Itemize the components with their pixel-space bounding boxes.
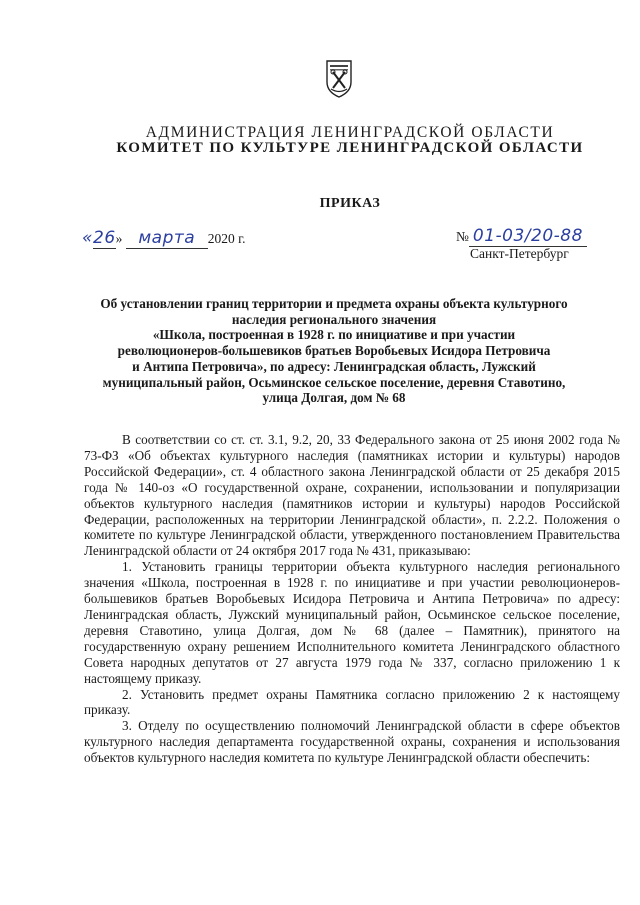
item-2-paragraph: 2. Установить предмет охраны Памятника согласно приложению 2 к настоящему приказу. (84, 686, 620, 718)
number-value: 01-03/20-88 (469, 226, 587, 247)
document-type: ПРИКАЗ (319, 196, 381, 211)
item-3-paragraph: 3. Отделу по осуществлению полномочий Ленинградской области в сфере объектов культурного наследия департамента государственной охраны, сохранения и использования объектов культурного наследия комитета по культуре Ленинградской области обеспечить: (84, 718, 620, 766)
document-number (456, 226, 587, 247)
coat-of-arms-icon (325, 58, 353, 98)
item-1-paragraph: 1. Установить границы территории объекта культурного наследия регионального значения «Школа, построенная в 1928 г. по инициативе и при участии революционеров-большевиков братьев Воробьевых Исидора Петровича и Антипа Петровича» по адресу: Ленинградская область, Лужский муниципальный район, Осьминское сельское поселение, деревня Ставотино, улица Долгая, дом № 68 (далее – Памятник), принятого на государственную охрану решением Исполнительного комитета Ленинградского областного Совета народных депутатов от 27 августа 1979 года № 337, согласно приложению 1 к настоящему приказу. (84, 559, 620, 686)
title-line: улица Долгая, дом № 68 (262, 390, 406, 406)
title-line: революционеров-большевиков братьев Воробьевых Исидора Петровича (117, 343, 551, 359)
date-year: 2020 г. (207, 231, 246, 246)
date-day: 26 (93, 228, 116, 248)
document-body (84, 432, 620, 766)
title-line: муниципальный район, Осьминское сельское поселение, деревня Ставотино, (102, 374, 566, 390)
date-close-quote: » (115, 231, 123, 246)
administration-heading: АДМИНИСТРАЦИЯ ЛЕНИНГРАДСКОЙ ОБЛАСТИ (145, 124, 555, 141)
title-line: и Антипа Петровича», по адресу: Ленинградская область, Лужский (132, 358, 536, 374)
committee-heading: КОМИТЕТ ПО КУЛЬТУРЕ ЛЕНИНГРАДСКОЙ ОБЛАСТИ (116, 140, 584, 156)
date-open-quote: « (82, 228, 93, 248)
document-city: Санкт-Петербург (470, 246, 569, 261)
intro-paragraph: В соответствии со ст. ст. 3.1, 9.2, 20, 33 Федерального закона от 25 июня 2002 года № 73-ФЗ «Об объектах культурного наследия (памятниках истории и культуры) народов Российской Федерации», ст. 4 областного закона Ленинградской области от 25 декабря 2015 года № 140-оз «О государственной охране, сохранении, использовании и популяризации объектов культурного наследия (памятников истории и культуры) народов Российской Федерации, расположенных на территории Ленинградской области», п. 2.2.2. Положения о комитете по культуре Ленинградской области, утвержденного постановлением Правительства Ленинградской области от 24 октября 2017 года № 431, приказываю: (84, 432, 620, 559)
title-line: наследия регионального значения (231, 311, 437, 327)
number-prefix: № (456, 229, 469, 244)
document-date (82, 228, 246, 249)
title-line: «Школа, построенная в 1928 г. по инициативе и при участии (152, 327, 516, 343)
title-line: Об установлении границ территории и предмета охраны объекта культурного (100, 296, 568, 311)
document-title (44, 296, 624, 406)
date-month: марта (126, 228, 208, 249)
